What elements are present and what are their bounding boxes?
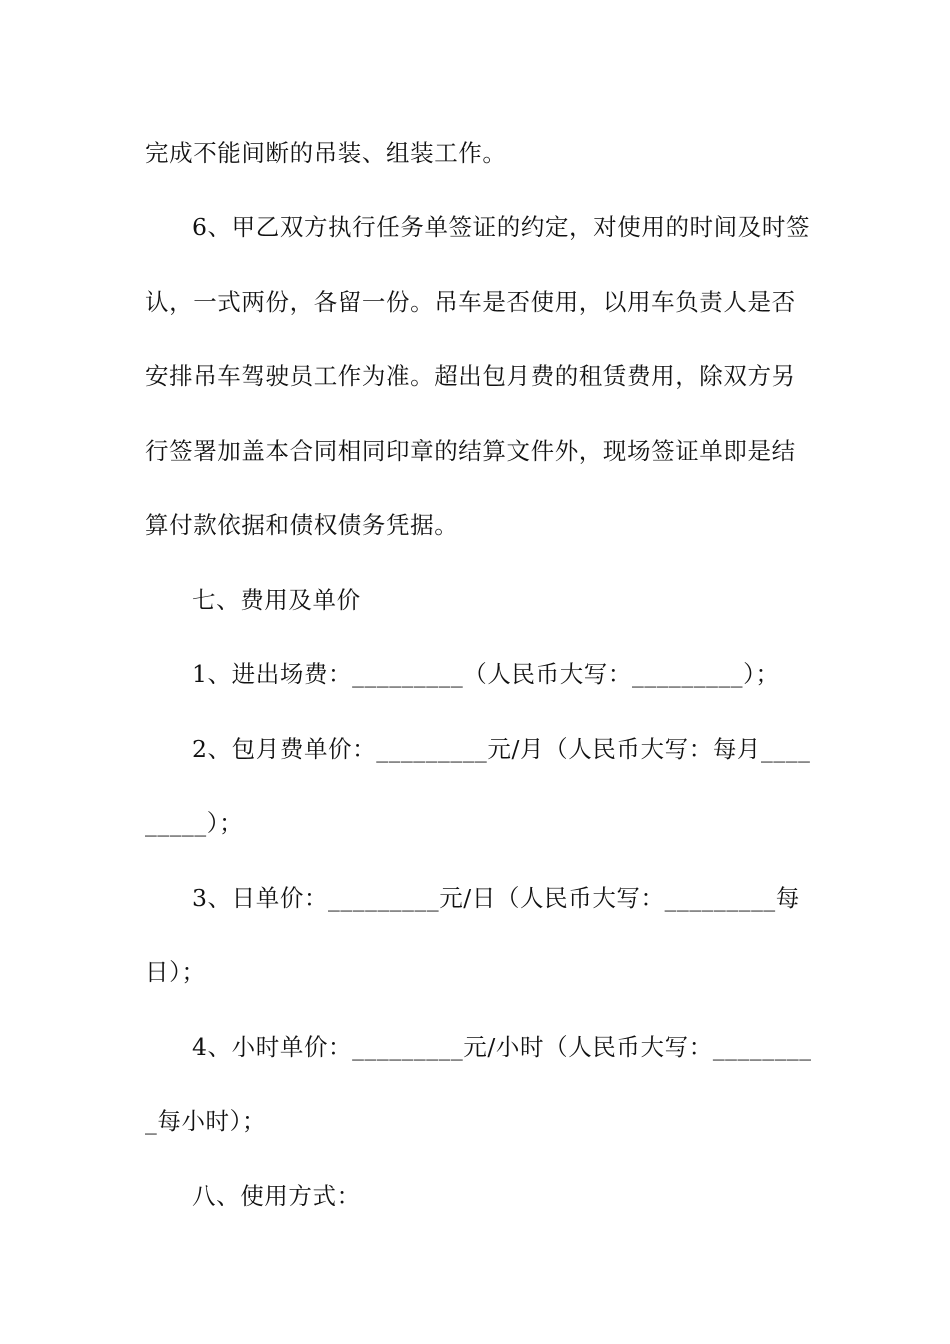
paragraph-line: _每小时）； xyxy=(145,1107,267,1135)
section-heading-fees: 七、费用及单价 xyxy=(192,586,361,614)
paragraph-line: 日）； xyxy=(145,958,206,986)
paragraph-line: 认，一式两份，各留一份。吊车是否使用，以用车负责人是否 xyxy=(145,288,796,316)
fee-item-monthly: 2、包月费单价：_________元/月（人民币大写：每月____ xyxy=(192,735,811,763)
paragraph-line: _____）； xyxy=(145,809,244,837)
section-heading-usage: 八、使用方式： xyxy=(192,1182,361,1210)
fee-item-daily: 3、日单价：_________元/日（人民币大写：_________每 xyxy=(192,884,800,912)
fee-item-hourly: 4、小时单价：_________元/小时（人民币大写：________ xyxy=(192,1033,812,1061)
paragraph-line: 完成不能间断的吊装、组装工作。 xyxy=(145,139,507,167)
paragraph-line: 安排吊车驾驶员工作为准。超出包月费的租赁费用，除双方另 xyxy=(145,362,796,390)
clause-6-line: 6、甲乙双方执行任务单签证的约定，对使用的时间及时签 xyxy=(192,213,811,241)
fee-item-entry-exit: 1、进出场费：_________（人民币大写：_________）； xyxy=(192,660,780,688)
paragraph-line: 算付款依据和债权债务凭据。 xyxy=(145,511,459,539)
paragraph-line: 行签署加盖本合同相同印章的结算文件外，现场签证单即是结 xyxy=(145,437,796,465)
